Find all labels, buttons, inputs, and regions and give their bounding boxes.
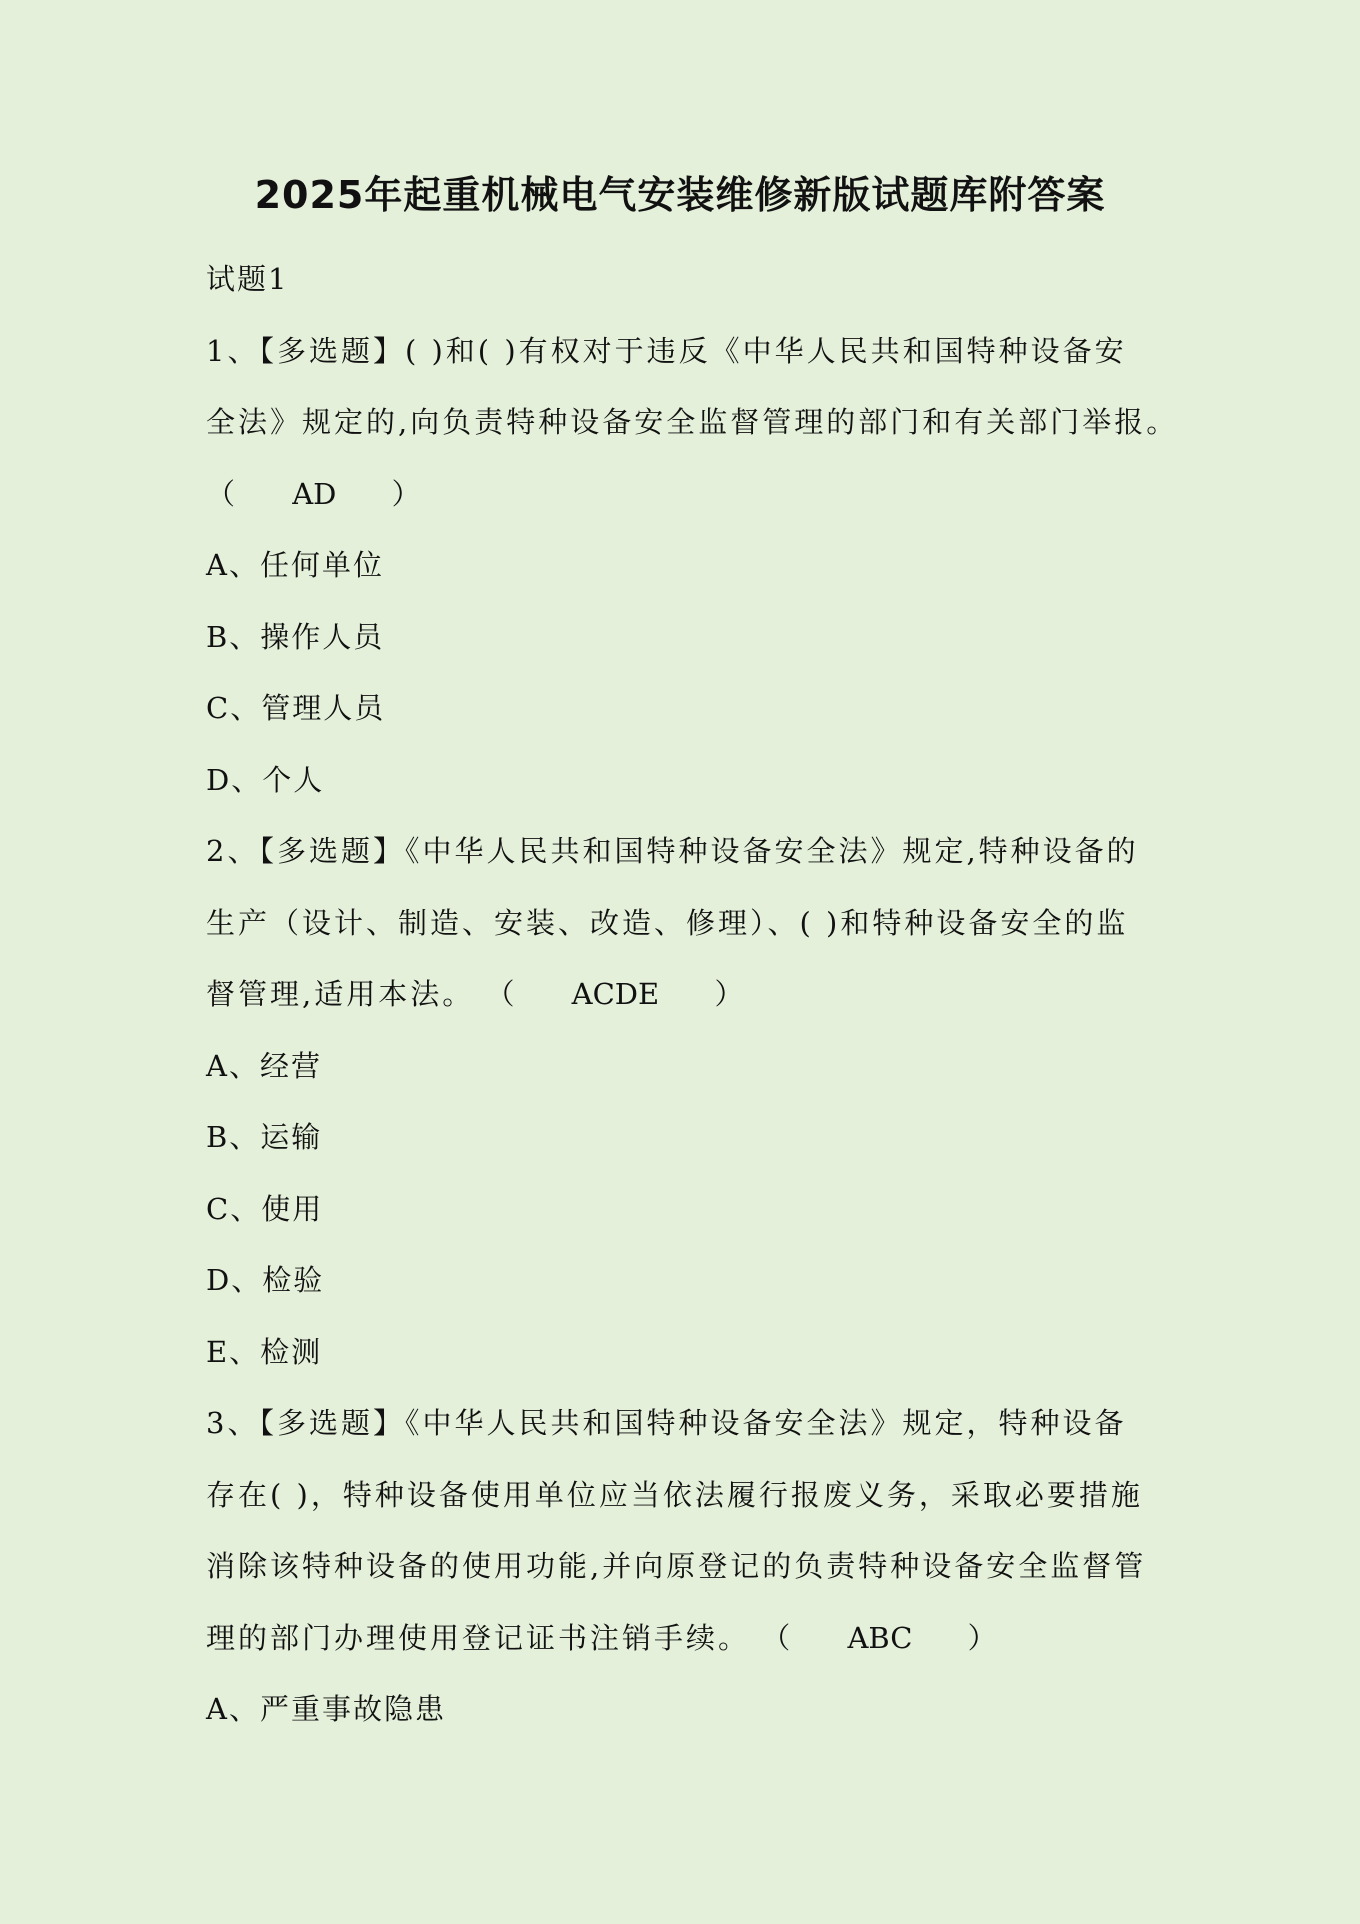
option-item: A、经营 [206,1048,322,1083]
answer-bracket-close: ） [967,1620,999,1655]
option-item: E、检测 [206,1334,323,1369]
question-3 [206,1388,1156,1746]
option-item: A、任何单位 [206,548,384,582]
answer-bracket-open: （ [761,1620,793,1655]
question-text-line: 全法》规定的,向负责特种设备安全监督管理的部门和有关部门举报。 [206,405,1179,439]
option-item: C、管理人员 [206,691,386,725]
question-text-line: 消除该特种设备的使用功能,并向原登记的负责特种设备安全监督管 [206,1549,1147,1583]
option-item: D、检验 [206,1263,325,1297]
question-text-line: 2、【多选题】《中华人民共和国特种设备安全法》规定,特种设备的 [206,834,1139,868]
answer-key: AD [292,476,337,511]
answer-bracket-close: ） [391,476,423,511]
question-lead-text: 督管理,适用本法。 [206,977,475,1011]
answer-bracket-open: （ [206,476,238,511]
answer-line [206,1603,1156,1675]
question-lead-text: 理的部门办理使用登记证书注销手续。 [206,1620,751,1655]
document-title: 2025年起重机械电气安装维修新版试题库附答案 [254,173,1106,217]
option-item: D、个人 [206,762,325,797]
answer-line [206,959,1156,1031]
option-item: C、使用 [206,1191,324,1226]
answer-bracket-open: （ [485,977,517,1011]
answer-key: ABC [847,1620,913,1655]
option-item: A、严重事故隐患 [206,1692,446,1726]
question-text-line: 3、【多选题】《中华人民共和国特种设备安全法》规定，特种设备 [206,1406,1127,1440]
answer-key: ACDE [571,977,660,1011]
question-text-line: 生产（设计、制造、安装、改造、修理）、( )和特种设备安全的监 [206,905,1129,940]
document-body [206,244,1179,1746]
option-item: B、运输 [206,1120,323,1154]
answer-bracket-close: ） [714,977,746,1011]
question-1 [206,316,1179,817]
section-heading: 试题1 [206,262,289,296]
question-text-line: 1、【多选题】( )和( )有权对于违反《中华人民共和国特种设备安 [206,333,1127,368]
question-text-line: 存在( )，特种设备使用单位应当依法履行报废义务，采取必要措施 [206,1477,1143,1512]
answer-line [206,459,1156,531]
question-2 [206,816,1156,1388]
option-item: B、操作人员 [206,619,385,654]
